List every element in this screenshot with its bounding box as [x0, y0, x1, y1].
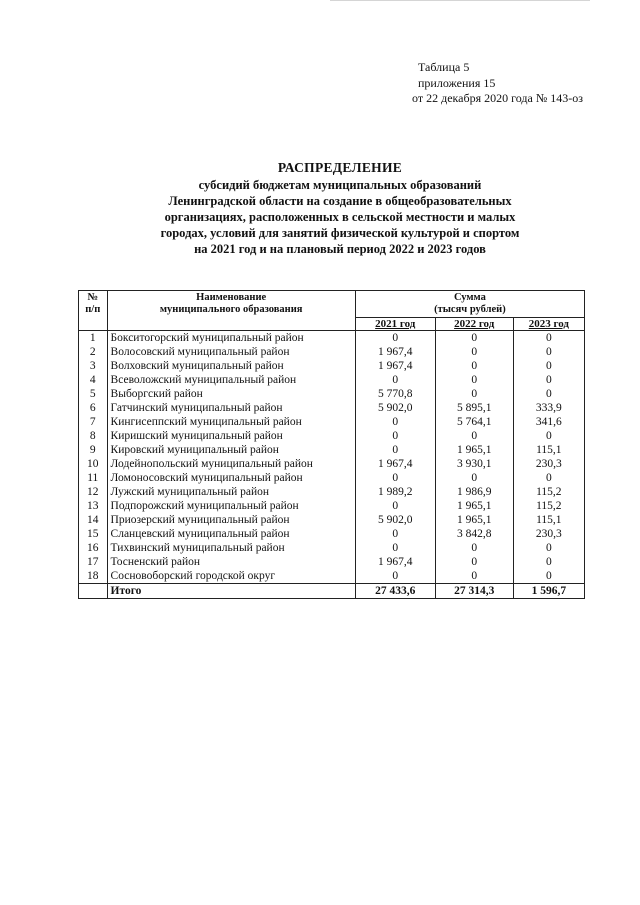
row-2023: 0: [513, 359, 584, 373]
row-2021: 1 967,4: [355, 345, 435, 359]
row-2022: 1 986,9: [435, 485, 513, 499]
row-number: 11: [79, 471, 108, 485]
row-number: 16: [79, 541, 108, 555]
subsidy-table: [78, 290, 585, 599]
table-row: [79, 555, 585, 569]
row-2022: 1 965,1: [435, 443, 513, 457]
header-sum-line-1: Сумма: [453, 292, 486, 303]
title-line-2: Ленинградской области на создание в общеобразовательных: [168, 194, 512, 208]
row-2021: 0: [355, 415, 435, 429]
header-number-line-1: №: [87, 292, 99, 303]
table-row: [79, 513, 585, 527]
title-line-4: городах, условий для занятий физической культурой и спортом: [160, 226, 520, 240]
row-2021: 0: [355, 429, 435, 443]
row-2021: 0: [355, 373, 435, 387]
row-2021: 5 770,8: [355, 387, 435, 401]
row-name: Тосненский район: [107, 555, 355, 569]
row-number: 9: [79, 443, 108, 457]
row-number: 10: [79, 457, 108, 471]
table-row: [79, 527, 585, 541]
table-row: [79, 569, 585, 584]
row-name: Волховский муниципальный район: [107, 359, 355, 373]
row-name: Гатчинский муниципальный район: [107, 401, 355, 415]
row-2023: 0: [513, 541, 584, 555]
row-name: Ломоносовский муниципальный район: [107, 471, 355, 485]
row-number: 3: [79, 359, 108, 373]
header-note: [412, 60, 584, 107]
row-2021: 0: [355, 541, 435, 555]
row-2022: 0: [435, 471, 513, 485]
row-2023: 0: [513, 373, 584, 387]
total-number-cell: [79, 584, 108, 599]
row-2022: 0: [435, 345, 513, 359]
table-row: [79, 415, 585, 429]
row-name: Подпорожский муниципальный район: [107, 499, 355, 513]
row-2022: 0: [435, 569, 513, 584]
row-2023: 0: [513, 331, 584, 346]
row-name: Кировский муниципальный район: [107, 443, 355, 457]
row-2021: 5 902,0: [355, 513, 435, 527]
row-2021: 0: [355, 443, 435, 457]
row-2022: 0: [435, 359, 513, 373]
row-2023: 115,1: [513, 513, 584, 527]
row-2022: 3 930,1: [435, 457, 513, 471]
table-row: [79, 331, 585, 346]
row-name: Всеволожский муниципальный район: [107, 373, 355, 387]
header-note-line-3: от 22 декабря 2020 года № 143-оз: [412, 91, 584, 105]
row-number: 17: [79, 555, 108, 569]
row-2023: 341,6: [513, 415, 584, 429]
row-number: 4: [79, 373, 108, 387]
header-sum-line-2: (тысяч рублей): [434, 304, 506, 315]
row-2023: 230,3: [513, 527, 584, 541]
row-number: 14: [79, 513, 108, 527]
row-number: 15: [79, 527, 108, 541]
row-2023: 115,2: [513, 485, 584, 499]
table-row: [79, 387, 585, 401]
row-number: 18: [79, 569, 108, 584]
header-note-line-2: приложения 15: [418, 75, 496, 90]
row-2021: 0: [355, 331, 435, 346]
row-2021: 5 902,0: [355, 401, 435, 415]
row-2022: 0: [435, 555, 513, 569]
row-name: Сланцевский муниципальный район: [107, 527, 355, 541]
row-number: 12: [79, 485, 108, 499]
row-2021: 1 967,4: [355, 555, 435, 569]
row-2021: 0: [355, 471, 435, 485]
table-row: [79, 499, 585, 513]
table-row: [79, 457, 585, 471]
row-name: Приозерский муниципальный район: [107, 513, 355, 527]
table-row: [79, 485, 585, 499]
row-2022: 0: [435, 541, 513, 555]
title-line-1: субсидий бюджетам муниципальных образований: [198, 178, 482, 192]
row-2022: 1 965,1: [435, 513, 513, 527]
table-row: [79, 429, 585, 443]
row-2021: 1 967,4: [355, 457, 435, 471]
table-row: [79, 471, 585, 485]
row-2021: 0: [355, 499, 435, 513]
title-line-3: организациях, расположенных в сельской местности и малых: [164, 210, 516, 224]
row-name: Волосовский муниципальный район: [107, 345, 355, 359]
row-name: Киришский муниципальный район: [107, 429, 355, 443]
row-2023: 0: [513, 555, 584, 569]
row-number: 7: [79, 415, 108, 429]
header-name-line-2: муниципального образования: [159, 304, 303, 315]
row-name: Сосновоборский городской округ: [107, 569, 355, 584]
title-main: РАСПРЕДЕЛЕНИЕ: [277, 160, 403, 175]
table-row: [79, 359, 585, 373]
row-2022: 0: [435, 429, 513, 443]
row-name: Бокситогорский муниципальный район: [107, 331, 355, 346]
row-2021: 1 967,4: [355, 359, 435, 373]
row-2023: 333,9: [513, 401, 584, 415]
row-2023: 0: [513, 429, 584, 443]
row-number: 2: [79, 345, 108, 359]
table-row: [79, 541, 585, 555]
row-2022: 0: [435, 331, 513, 346]
row-2023: 115,1: [513, 443, 584, 457]
row-2023: 0: [513, 387, 584, 401]
table-body: [79, 331, 585, 584]
row-2023: 115,2: [513, 499, 584, 513]
header-note-line-1: Таблица 5: [418, 60, 470, 74]
row-name: Лодейнопольский муниципальный район: [107, 457, 355, 471]
header-sum: [355, 291, 584, 318]
total-row: [79, 584, 585, 599]
table-row: [79, 401, 585, 415]
row-name: Кингисеппский муниципальный район: [107, 415, 355, 429]
row-2022: 1 965,1: [435, 499, 513, 513]
row-2022: 5 764,1: [435, 415, 513, 429]
header-year-2023: 2023 год: [513, 318, 584, 331]
row-number: 5: [79, 387, 108, 401]
row-2022: 0: [435, 373, 513, 387]
row-2023: 0: [513, 345, 584, 359]
header-year-2021: 2021 год: [355, 318, 435, 331]
row-2023: 230,3: [513, 457, 584, 471]
title-line-5: на 2021 год и на плановый период 2022 и 2023 годов: [194, 242, 486, 256]
row-2023: 0: [513, 569, 584, 584]
total-2023: 1 596,7: [513, 584, 584, 599]
table-row: [79, 373, 585, 387]
header-name: [107, 291, 355, 331]
row-number: 13: [79, 499, 108, 513]
row-2022: 0: [435, 387, 513, 401]
total-2022: 27 314,3: [435, 584, 513, 599]
total-label: Итого: [107, 584, 355, 599]
total-2021: 27 433,6: [355, 584, 435, 599]
row-name: Лужский муниципальный район: [107, 485, 355, 499]
header-year-2022: 2022 год: [435, 318, 513, 331]
scan-mark-top: [330, 0, 590, 1]
row-number: 1: [79, 331, 108, 346]
document-title: [0, 160, 640, 257]
row-2021: 0: [355, 527, 435, 541]
row-name: Выборгский район: [107, 387, 355, 401]
header-name-line-1: Наименование: [196, 292, 267, 303]
row-number: 6: [79, 401, 108, 415]
row-name: Тихвинский муниципальный район: [107, 541, 355, 555]
row-2022: 3 842,8: [435, 527, 513, 541]
row-number: 8: [79, 429, 108, 443]
row-2021: 1 989,2: [355, 485, 435, 499]
header-number: [79, 291, 108, 331]
row-2023: 0: [513, 471, 584, 485]
row-2021: 0: [355, 569, 435, 584]
table-row: [79, 345, 585, 359]
row-2022: 5 895,1: [435, 401, 513, 415]
header-number-line-2: п/п: [85, 304, 101, 315]
table-row: [79, 443, 585, 457]
